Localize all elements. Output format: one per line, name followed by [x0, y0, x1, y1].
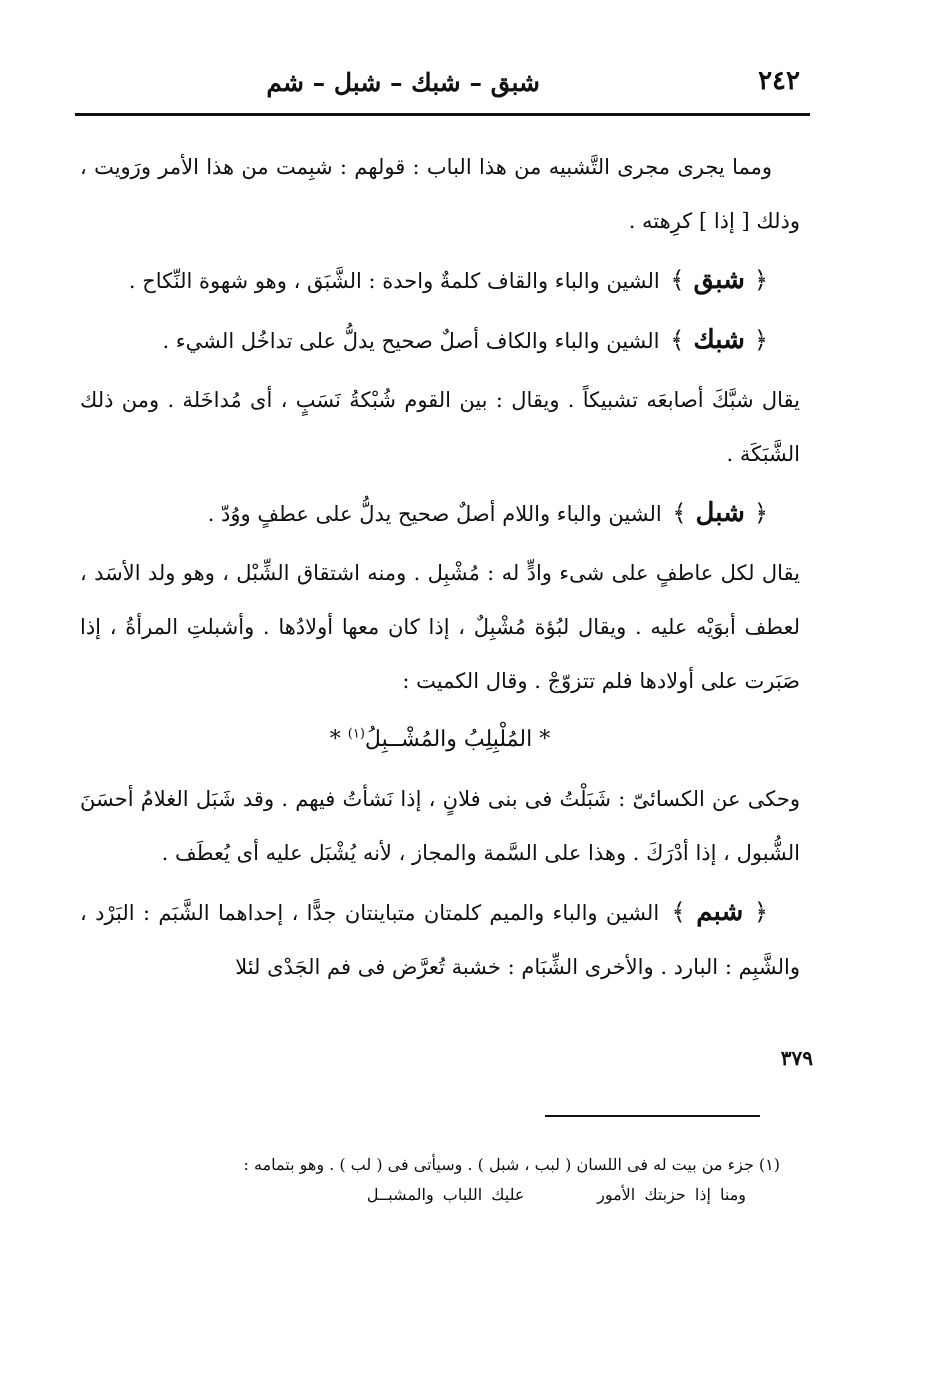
headword-text: شبك — [693, 325, 745, 355]
headword-text: شبق — [693, 265, 745, 295]
entry-shabam — [80, 885, 800, 994]
bracket-close: ﴾ — [672, 499, 687, 527]
footnotes — [200, 1150, 780, 1210]
entry-shabak-body: يقال شبَّكَ أصابعَه تشبيكاً . ويقال : بين القوم شُبْكةُ نَسَبٍ ، أى مُداخَلة . ومن ذلك الشَّبَكَة . — [80, 388, 800, 466]
running-head: شبق – شبك – شبل – شم — [266, 68, 540, 97]
footnote-verse — [200, 1180, 780, 1210]
entry-shabak — [80, 313, 800, 368]
entry-shabal — [80, 486, 800, 541]
headword-shabaq — [666, 265, 772, 295]
bracket-close: ﴾ — [671, 898, 686, 926]
main-text — [80, 140, 800, 999]
bracket-close: ﴾ — [670, 266, 685, 294]
entry-text: الشين والباء والميم كلمتان متباينتان جدًّا ، إحداهما الشَّبَم : البَرْد ، والشَّبِم : البارد . والأخرى الشِّبَام : خشبة تُعرَّض فى فم الجَدْى لئلا — [80, 901, 800, 979]
page-number: ٢٤٢ — [758, 66, 800, 96]
entry-shabaq — [80, 253, 800, 308]
entry-shabal-body: يقال لكل عاطفٍ على شىء وادٍّ له : مُشْبِل . ومنه اشتقاق الشِّبْل ، وهو ولد الأسَد ، لعطف أبوَيْه عليه . ويقال لبُؤة مُشْبِلٌ ، إذا كان معها أولادُها . وأشبلتِ المرأةُ ، إذا صَبَرت على أولادها فلم تتزوّجْ . وقال الكميت : — [80, 561, 800, 693]
footnote-verse-second: عليك اللباب والمشبــل — [366, 1185, 525, 1204]
entry-shabal-body-2: وحكى عن الكسائىّ : شَبَلْتُ فى بنى فلانٍ ، إذا نَشأتُ فيهم . وقد شَبَل الغلامُ أحسَنَ الشُّبول ، إذا أدْرَكَ . وهذا على السَّمة والمجاز ، لأنه يُشْبَل عليه أى يُعطَف . — [80, 787, 800, 865]
headword-shabak — [666, 325, 772, 355]
header-rule — [75, 113, 810, 116]
intro-paragraph: ومما يجرى مجرى التَّشبيه من هذا الباب : قولهم : شبِمت من هذا الأمر ورَويت ، وذلك [ إذا ] كرِهته . — [80, 155, 800, 233]
bracket-open: ﴿ — [753, 266, 768, 294]
bracket-open: ﴿ — [753, 326, 768, 354]
entry-text: الشين والباء والقاف كلمةٌ واحدة : الشَّبَق ، وهو شهوة النِّكاح . — [128, 269, 660, 293]
entry-text: الشين والباء والكاف أصلٌ صحيح يدلُّ على تداخُل الشيء . — [162, 329, 660, 353]
footnote-marker[interactable]: (١) — [347, 726, 365, 742]
bracket-open: ﴿ — [753, 499, 768, 527]
verse-line — [80, 713, 800, 767]
headword-shabam — [668, 897, 773, 927]
headword-text: شبم — [696, 897, 744, 927]
verse-end-asterisk: * — [329, 727, 341, 752]
page-header — [75, 66, 810, 106]
verse-text: * المُلْبِلِبُ والمُشْــبِلُ — [364, 727, 551, 752]
footnote-verse-first: ومنا إذا حزبتك الأمور — [597, 1185, 746, 1204]
entry-text: الشين والباء واللام أصلٌ صحيح يدلُّ على عطفٍ ووُدّ . — [207, 502, 662, 526]
bracket-close: ﴾ — [670, 326, 685, 354]
footnote-1: (١) جزء من بيت له فى اللسان ( لبب ، شبل ) . وسيأتى فى ( لب ) . وهو بتمامه : — [243, 1155, 780, 1174]
headword-shabal — [668, 498, 772, 528]
margin-number: ٣٧٩ — [780, 1046, 813, 1070]
headword-text: شبل — [695, 498, 745, 528]
bracket-open: ﴿ — [753, 898, 769, 926]
footnote-rule — [545, 1115, 760, 1117]
